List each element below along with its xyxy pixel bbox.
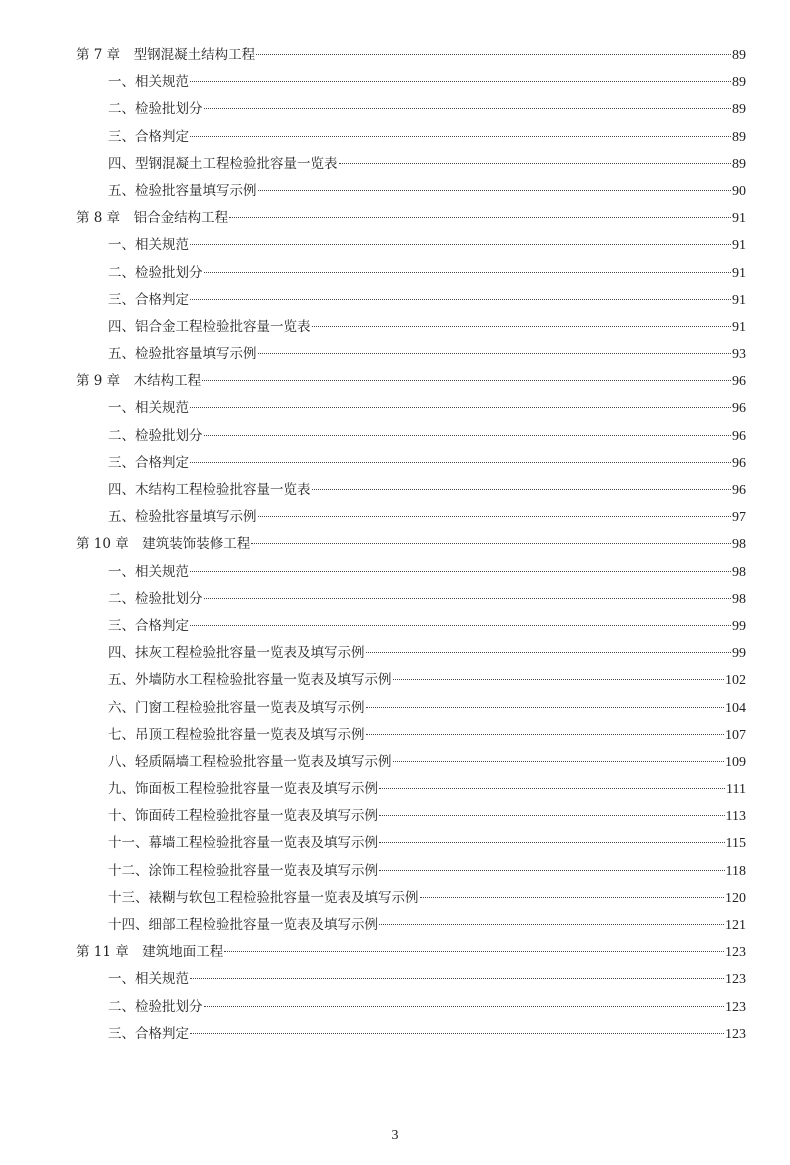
toc-chapter-entry[interactable] [76, 368, 746, 395]
toc-entry-title: 第 11 章 建筑地面工程 [76, 944, 224, 961]
toc-entry-page: 96 [732, 483, 746, 498]
toc-section-entry[interactable] [76, 994, 746, 1021]
toc-entry-title: 二、检验批划分 [108, 101, 203, 118]
dot-leader [258, 353, 732, 354]
toc-entry-title: 三、合格判定 [108, 291, 189, 308]
toc-entry-page: 93 [732, 347, 746, 363]
toc-entry-title: 一、相关规范 [108, 563, 189, 580]
toc-section-entry[interactable] [76, 885, 746, 912]
toc-section-entry[interactable] [76, 341, 746, 368]
toc-entry-title: 五、外墙防水工程检验批容量一览表及填写示例 [108, 672, 392, 689]
toc-section-entry[interactable] [76, 667, 746, 694]
toc-entry-title: 十四、细部工程检验批容量一览表及填写示例 [108, 917, 378, 933]
toc-entry-page: 91 [732, 265, 746, 281]
toc-section-entry[interactable] [76, 232, 746, 259]
toc-section-entry[interactable] [76, 586, 746, 613]
dot-leader [224, 951, 724, 952]
dot-leader [258, 190, 732, 191]
toc-entry-page: 89 [732, 48, 746, 63]
toc-chapter-entry[interactable] [76, 939, 746, 966]
toc-entry-title: 十一、幕墙工程检验批容量一览表及填写示例 [108, 835, 378, 852]
toc-entry-title: 一、相关规范 [108, 74, 189, 91]
toc-entry-title: 四、型钢混凝土工程检验批容量一览表 [108, 155, 338, 172]
toc-entry-title: 十二、涂饰工程检验批容量一览表及填写示例 [108, 862, 378, 879]
toc-chapter-entry[interactable] [76, 531, 746, 558]
toc-entry-title: 第 9 章 木结构工程 [76, 373, 202, 390]
toc-entry-title: 二、检验批划分 [108, 590, 203, 607]
toc-entry-page: 96 [732, 428, 746, 444]
toc-entry-page: 102 [725, 673, 746, 689]
dot-leader [204, 435, 732, 436]
toc-entry-title: 四、铝合金工程检验批容量一览表 [108, 318, 311, 335]
toc-section-entry[interactable] [76, 96, 746, 123]
dot-leader [393, 679, 725, 680]
toc-section-entry[interactable] [76, 477, 746, 504]
toc-entry-page: 123 [725, 945, 746, 961]
dot-leader [204, 108, 732, 109]
toc-entry-title: 二、检验批划分 [108, 998, 203, 1015]
toc-entry-page: 89 [732, 75, 746, 91]
dot-leader [190, 136, 731, 137]
toc-entry-title: 七、吊顶工程检验批容量一览表及填写示例 [108, 726, 365, 743]
toc-entry-page: 107 [725, 727, 746, 743]
toc-section-entry[interactable] [76, 695, 746, 722]
dot-leader [204, 1006, 725, 1007]
toc-section-entry[interactable] [76, 613, 746, 640]
toc-entry-title: 三、合格判定 [108, 617, 189, 634]
toc-section-entry[interactable] [76, 830, 746, 857]
dot-leader [190, 244, 731, 245]
toc-section-entry[interactable] [76, 912, 746, 939]
toc-entry-title: 十、饰面砖工程检验批容量一览表及填写示例 [108, 808, 378, 825]
toc-section-entry[interactable] [76, 287, 746, 314]
toc-entry-page: 104 [725, 700, 746, 716]
toc-entry-page: 123 [725, 999, 746, 1015]
toc-section-entry[interactable] [76, 124, 746, 151]
dot-leader [256, 54, 731, 55]
toc-entry-page: 123 [725, 972, 746, 988]
toc-section-entry[interactable] [76, 504, 746, 531]
dot-leader [420, 897, 725, 898]
toc-entry-title: 五、检验批容量填写示例 [108, 509, 257, 526]
toc-entry-page: 96 [732, 374, 746, 390]
toc-entry-page: 98 [732, 564, 746, 580]
dot-leader [366, 652, 732, 653]
toc-entry-title: 第 10 章 建筑装饰装修工程 [76, 536, 251, 553]
toc-entry-title: 二、检验批划分 [108, 427, 203, 444]
toc-entry-page: 113 [725, 809, 746, 825]
toc-section-entry[interactable] [76, 395, 746, 422]
toc-section-entry[interactable] [76, 776, 746, 803]
dot-leader [190, 1033, 724, 1034]
toc-section-entry[interactable] [76, 966, 746, 993]
toc-entry-page: 120 [725, 890, 746, 906]
toc-entry-page: 99 [732, 618, 746, 634]
dot-leader [204, 598, 732, 599]
toc-section-entry[interactable] [76, 749, 746, 776]
toc-entry-page: 98 [732, 537, 746, 553]
dot-leader [190, 462, 731, 463]
dot-leader [190, 978, 724, 979]
toc-section-entry[interactable] [76, 260, 746, 287]
toc-entry-page: 89 [732, 156, 746, 172]
toc-entry-title: 一、相关规范 [108, 971, 189, 988]
dot-leader [379, 815, 725, 816]
toc-section-entry[interactable] [76, 722, 746, 749]
toc-section-entry[interactable] [76, 1021, 746, 1048]
toc-chapter-entry[interactable] [76, 205, 746, 232]
dot-leader [312, 489, 732, 490]
toc-entry-page: 90 [732, 183, 746, 199]
toc-entry-title: 十三、裱糊与软包工程检验批容量一览表及填写示例 [108, 889, 419, 906]
toc-entry-page: 111 [726, 782, 746, 798]
toc-entry-page: 99 [732, 646, 746, 662]
toc-entry-page: 109 [725, 754, 746, 770]
dot-leader [190, 625, 731, 626]
toc-entry-page: 89 [732, 129, 746, 145]
dot-leader [190, 81, 731, 82]
toc-entry-title: 一、相关规范 [108, 237, 189, 254]
toc-entry-title: 二、检验批划分 [108, 264, 203, 281]
toc-entry-page: 91 [732, 319, 746, 335]
toc-chapter-entry[interactable] [76, 42, 746, 69]
toc-entry-page: 121 [725, 918, 746, 933]
toc-entry-title: 一、相关规范 [108, 400, 189, 417]
toc-entry-page: 97 [732, 510, 746, 526]
dot-leader [190, 299, 731, 300]
toc-entry-page: 91 [732, 211, 746, 227]
dot-leader [204, 272, 732, 273]
toc-section-entry[interactable] [76, 640, 746, 667]
toc-entry-title: 三、合格判定 [108, 454, 189, 471]
dot-leader [190, 407, 731, 408]
toc-entry-page: 115 [725, 836, 746, 852]
toc-entry-title: 四、木结构工程检验批容量一览表 [108, 482, 311, 498]
toc-entry-title: 五、检验批容量填写示例 [108, 182, 257, 199]
dot-leader [202, 380, 731, 381]
dot-leader [366, 707, 725, 708]
toc-entry-page: 98 [732, 591, 746, 607]
dot-leader [393, 761, 725, 762]
dot-leader [379, 788, 725, 789]
dot-leader [366, 734, 725, 735]
toc-entry-title: 五、检验批容量填写示例 [108, 346, 257, 363]
toc-section-entry[interactable] [76, 450, 746, 477]
dot-leader [229, 217, 731, 218]
dot-leader [190, 571, 731, 572]
dot-leader [312, 326, 732, 327]
toc-entry-page: 118 [725, 863, 746, 879]
toc-section-entry[interactable] [76, 858, 746, 885]
toc-entry-page: 89 [732, 102, 746, 118]
toc-section-entry[interactable] [76, 803, 746, 830]
toc-entry-title: 六、门窗工程检验批容量一览表及填写示例 [108, 699, 365, 716]
toc-entry-page: 123 [725, 1026, 746, 1042]
toc-entry-page: 96 [732, 455, 746, 471]
toc-section-entry[interactable] [76, 559, 746, 586]
dot-leader [339, 163, 732, 164]
toc-entry-title: 九、饰面板工程检验批容量一览表及填写示例 [108, 781, 378, 798]
toc-entry-title: 三、合格判定 [108, 1025, 189, 1042]
table-of-contents [76, 42, 746, 1048]
dot-leader [379, 924, 724, 925]
dot-leader [379, 870, 725, 871]
dot-leader [258, 516, 732, 517]
toc-section-entry[interactable] [76, 69, 746, 96]
toc-entry-title: 八、轻质隔墙工程检验批容量一览表及填写示例 [108, 753, 392, 770]
toc-entry-title: 三、合格判定 [108, 128, 189, 145]
page-number: 3 [391, 1128, 399, 1143]
toc-section-entry[interactable] [76, 151, 746, 178]
dot-leader [251, 543, 731, 544]
toc-entry-page: 96 [732, 401, 746, 417]
toc-entry-title: 四、抹灰工程检验批容量一览表及填写示例 [108, 645, 365, 662]
toc-section-entry[interactable] [76, 178, 746, 205]
dot-leader [379, 842, 725, 843]
toc-entry-title: 第 7 章 型钢混凝土结构工程 [76, 47, 256, 63]
toc-section-entry[interactable] [76, 423, 746, 450]
toc-entry-title: 第 8 章 铝合金结构工程 [76, 210, 229, 227]
toc-section-entry[interactable] [76, 314, 746, 341]
toc-entry-page: 91 [732, 238, 746, 254]
toc-entry-page: 91 [732, 292, 746, 308]
